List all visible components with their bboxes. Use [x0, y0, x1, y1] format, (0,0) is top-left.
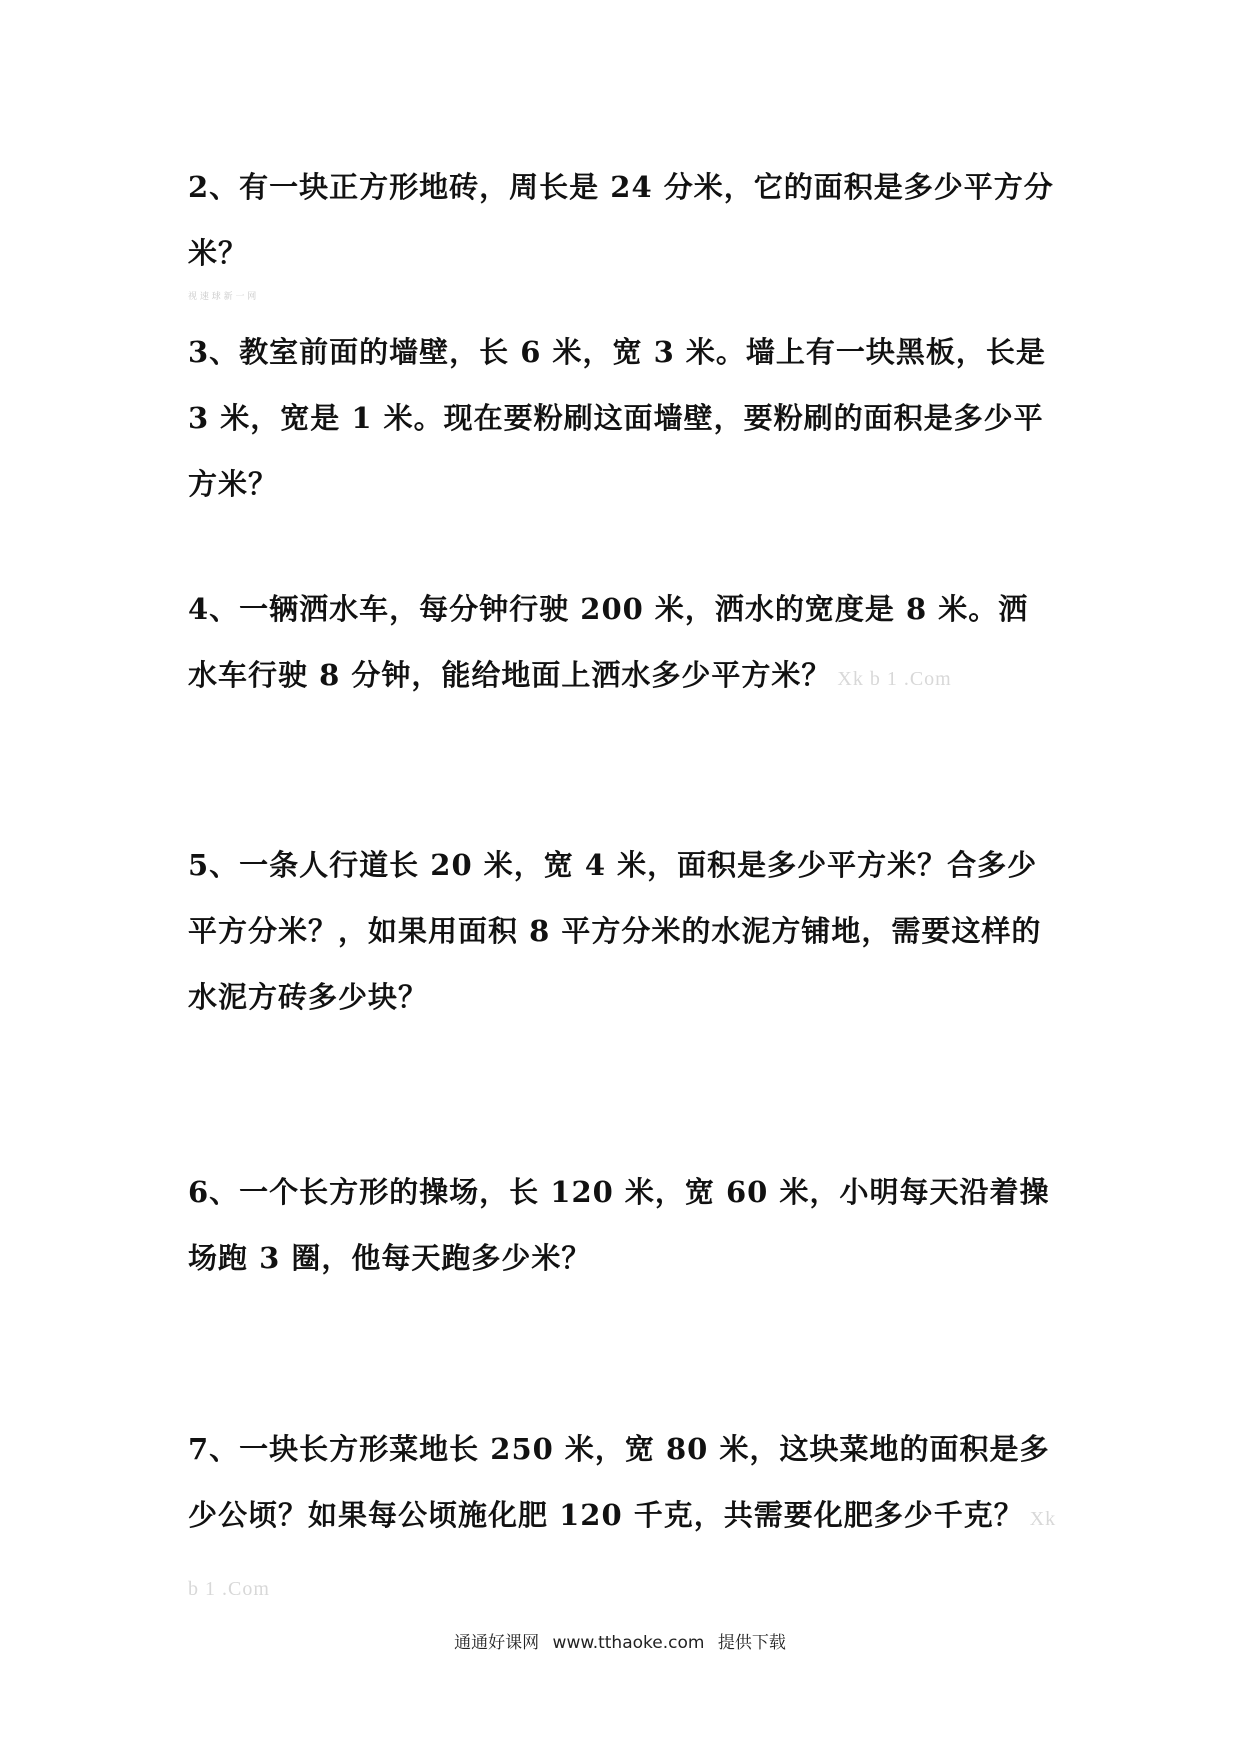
problem-3-text: 3、教室前面的墙壁，长 6 米，宽 3 米。墙上有一块黑板，长是 3 米，宽是 1 米。现在要粉刷这面墙壁，要粉刷的面积是多少平方米？: [188, 335, 1046, 501]
problem-5: [188, 832, 1058, 1030]
watermark-text: Xk b 1 .Com: [837, 668, 952, 690]
problem-6: [188, 1159, 1058, 1291]
problem-7: [188, 1416, 1058, 1622]
problem-4: [188, 576, 1058, 712]
problem-7-text: 7、一块长方形菜地长 250 米，宽 80 米，这块菜地的面积是多少公顷？如果每公顷施化肥 120 千克，共需要化肥多少千克？: [188, 1432, 1050, 1532]
problem-6-text: 6、一个长方形的操场，长 120 米，宽 60 米，小明每天沿着操场跑 3 圈，他每天跑多少米？: [188, 1175, 1050, 1275]
page-footer: [0, 1628, 1240, 1653]
footer-site-name: 通通好课网: [454, 1633, 540, 1653]
footer-url-link[interactable]: www.tthaoke.com: [552, 1633, 705, 1653]
problem-2: [188, 154, 1058, 286]
stray-watermark-mark: 视 速 球 新 一 网: [188, 292, 257, 302]
problem-4-text: 4、一辆洒水车，每分钟行驶 200 米，洒水的宽度是 8 米。洒水车行驶 8 分钟，能给地面上洒水多少平方米？: [188, 592, 1029, 692]
footer-suffix: 提供下载: [717, 1633, 786, 1653]
problem-3: [188, 319, 1058, 517]
problem-2-text: 2、有一块正方形地砖，周长是 24 分米，它的面积是多少平方分米？: [188, 170, 1054, 270]
problem-5-text: 5、一条人行道长 20 米，宽 4 米，面积是多少平方米？合多少平方分米？，如果用面积 8 平方分米的水泥方铺地，需要这样的水泥方砖多少块？: [188, 848, 1042, 1014]
watermark-text: Xk b 1 .Com: [188, 1508, 1057, 1600]
